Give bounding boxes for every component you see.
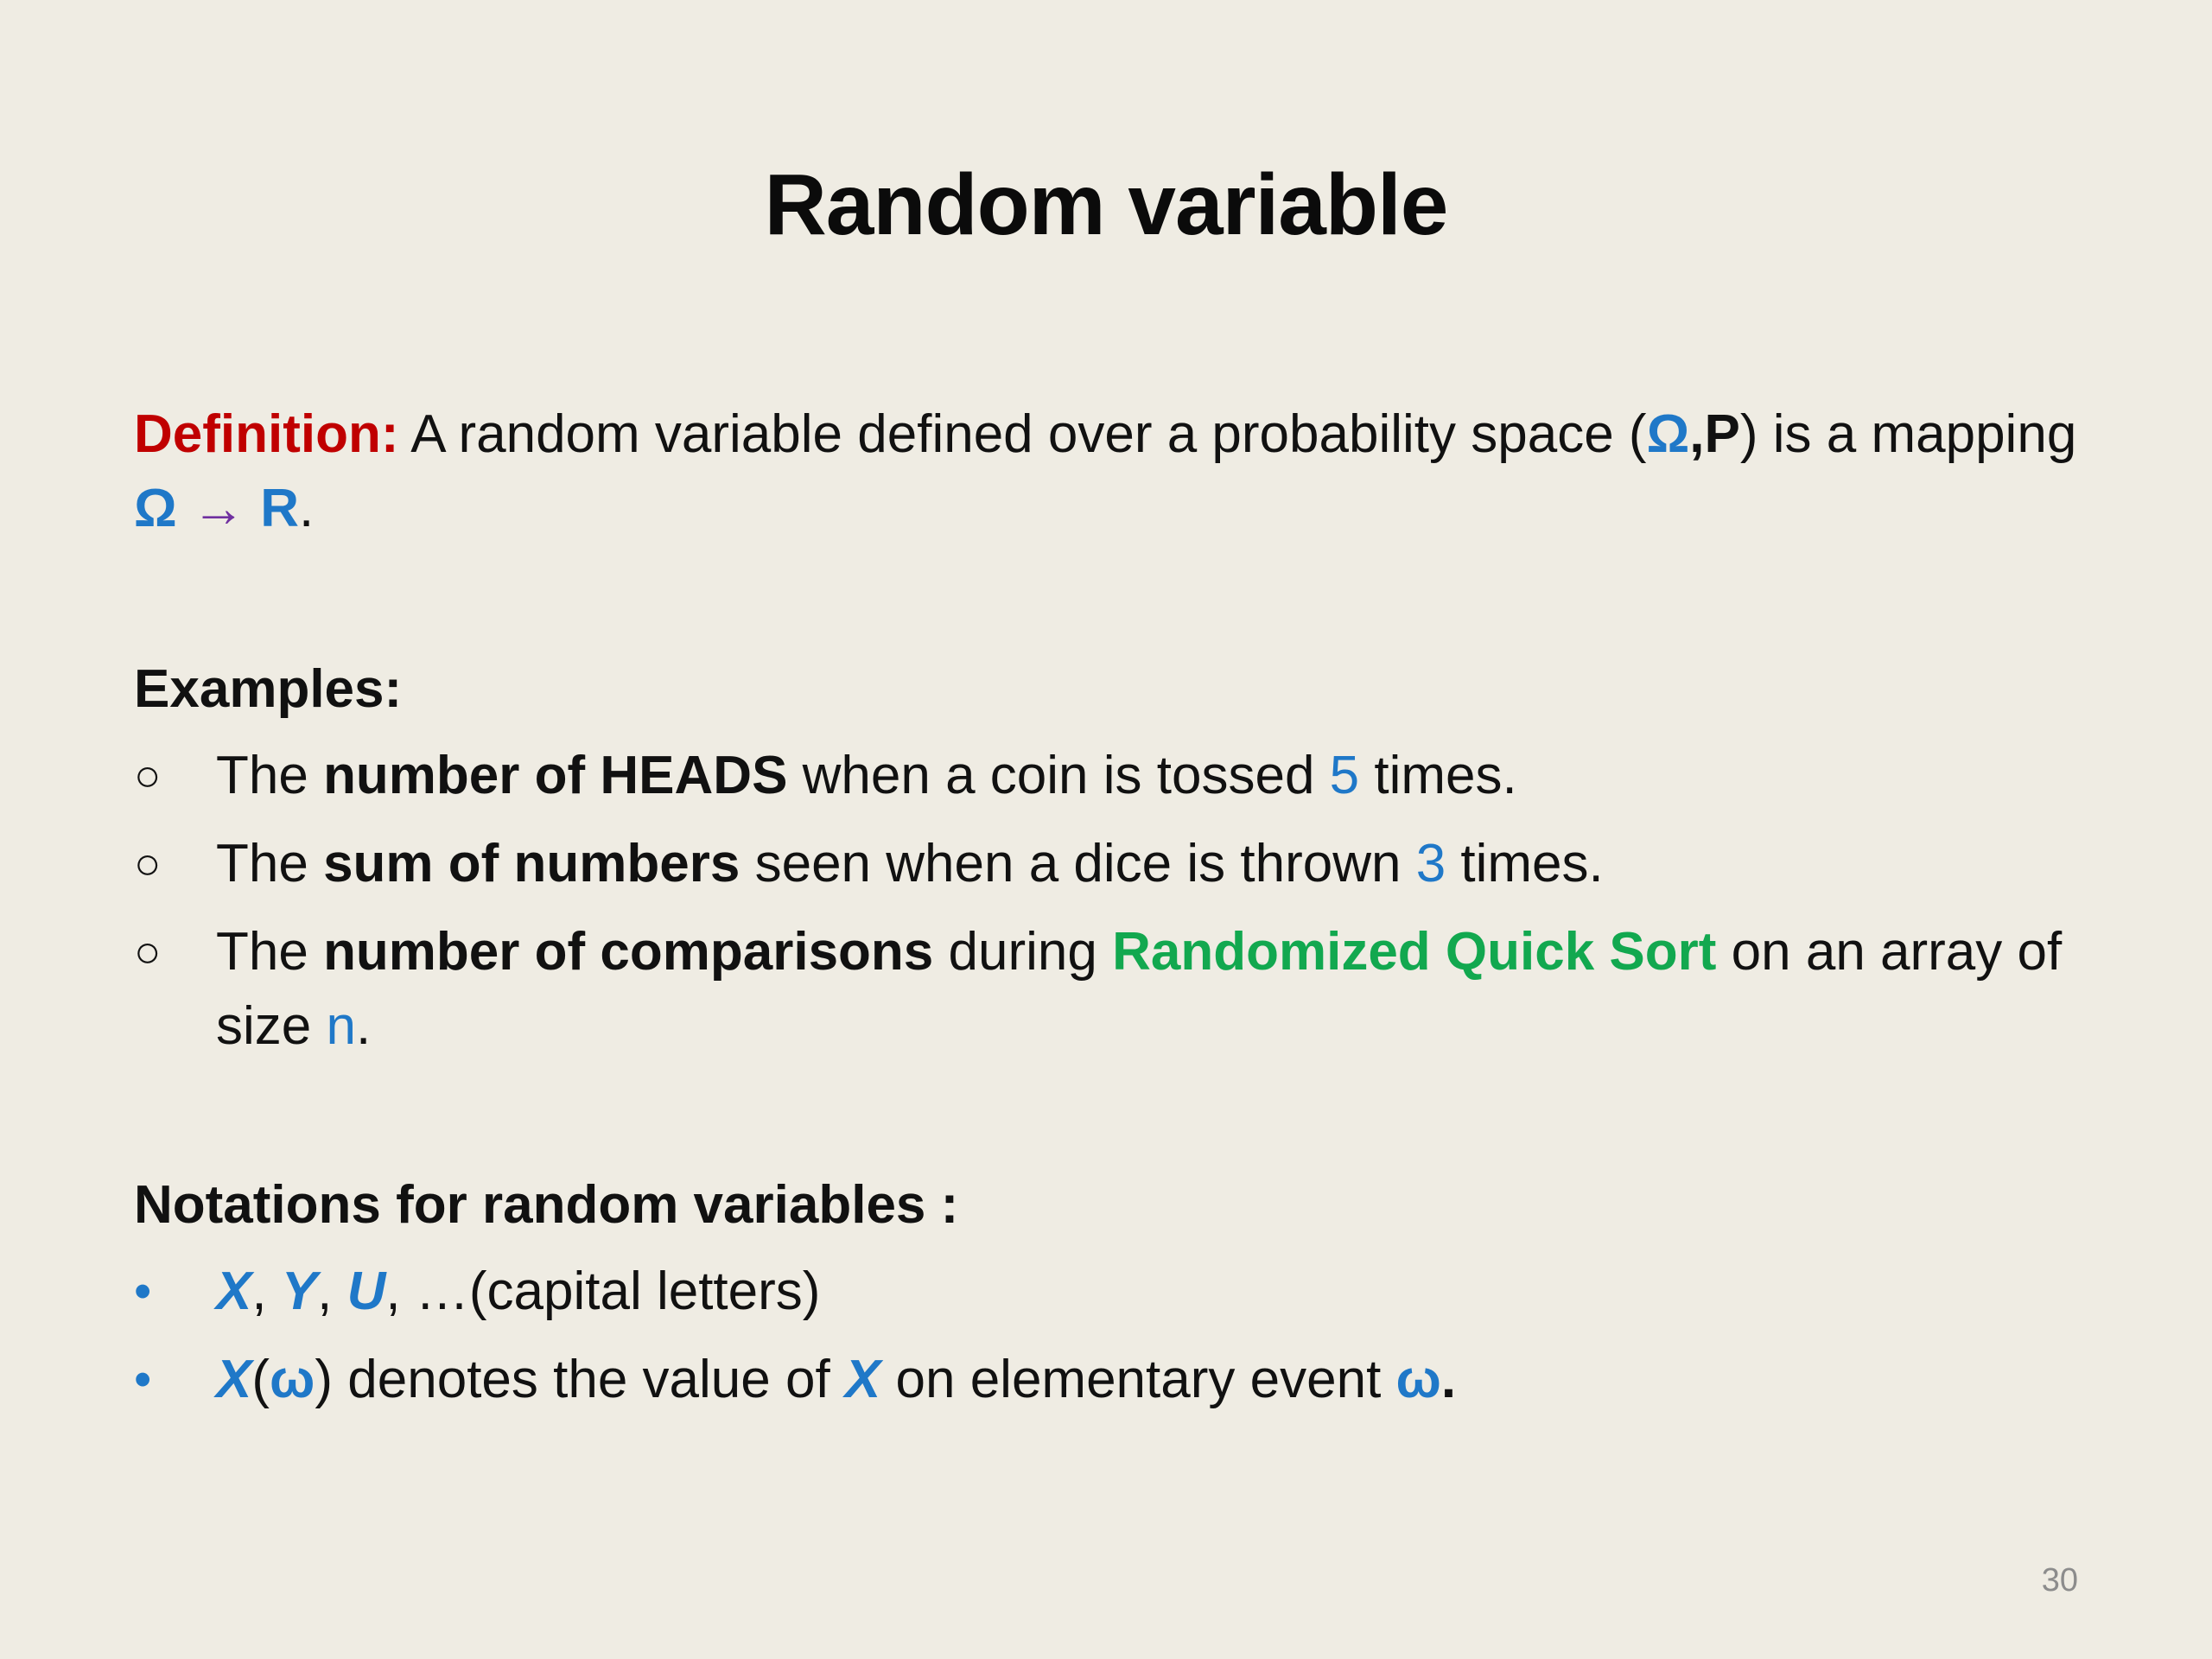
notation-rest: , …(capital letters) <box>385 1262 821 1321</box>
p-symbol: P <box>1704 404 1740 464</box>
notation-mid: denotes the value of <box>333 1350 845 1409</box>
separator: , <box>251 1262 282 1321</box>
example-pre: The <box>216 922 324 982</box>
page-number: 30 <box>2041 1562 2078 1599</box>
example-mid-2: on an array of size <box>216 922 2063 1056</box>
slide-title: Random variable <box>764 156 1448 253</box>
definition-text-1: A random variable defined over a probability space ( <box>398 404 1647 464</box>
example-bold: number of comparisons <box>323 922 934 982</box>
omega-symbol-2: Ω <box>134 479 177 538</box>
example-post: times. <box>1359 746 1517 805</box>
omega-lower: ω <box>270 1350 315 1409</box>
list-item <box>134 915 2104 1064</box>
circle-bullet-icon: ○ <box>134 927 162 977</box>
omega-symbol: Ω <box>1646 404 1690 464</box>
arrow-icon: → <box>191 479 245 538</box>
bullet-dot-icon: • <box>134 1263 152 1319</box>
example-bold: number of HEADS <box>323 746 788 805</box>
example-variable: n <box>326 996 356 1056</box>
example-post: times. <box>1446 834 1604 893</box>
close-paren: ) <box>315 1350 334 1409</box>
example-bold: sum of numbers <box>323 834 741 893</box>
circle-bullet-icon: ○ <box>134 751 162 801</box>
bullet-dot-icon: • <box>134 1351 152 1408</box>
examples-list <box>134 739 2104 1077</box>
example-number: 5 <box>1329 746 1360 805</box>
example-number: 3 <box>1415 834 1446 893</box>
comma: , <box>1689 404 1705 464</box>
r-symbol: R <box>260 479 299 538</box>
var-x-2: X <box>844 1350 881 1409</box>
example-post: . <box>355 996 372 1056</box>
examples-heading: Examples: <box>134 659 403 719</box>
example-pre: The <box>216 746 324 805</box>
list-item <box>134 1255 2104 1329</box>
list-item <box>134 1343 2104 1417</box>
definition-paragraph <box>134 397 2104 546</box>
example-mid: seen when a dice is thrown <box>740 834 1416 893</box>
var-x: X <box>216 1350 252 1409</box>
var-y: Y <box>281 1262 318 1321</box>
definition-label: Definition: <box>134 404 399 464</box>
definition-text-2: ) is a mapping <box>1739 404 2077 464</box>
example-mid: when a coin is tossed <box>787 746 1330 805</box>
definition-period: . <box>298 479 315 538</box>
notation-mid-2: on elementary event <box>880 1350 1396 1409</box>
randomized-quick-sort-term: Randomized Quick Sort <box>1112 922 1717 982</box>
separator: , <box>317 1262 347 1321</box>
list-item <box>134 739 2104 813</box>
example-pre: The <box>216 834 324 893</box>
omega-lower-2: ω <box>1395 1350 1441 1409</box>
notations-heading: Notations for random variables : <box>134 1175 959 1235</box>
notation-end: . <box>1440 1350 1457 1409</box>
open-paren: ( <box>251 1350 270 1409</box>
notations-list <box>134 1255 2104 1431</box>
list-item <box>134 827 2104 901</box>
var-u: U <box>346 1262 386 1321</box>
var-x: X <box>216 1262 252 1321</box>
example-mid: during <box>933 922 1113 982</box>
circle-bullet-icon: ○ <box>134 839 162 889</box>
